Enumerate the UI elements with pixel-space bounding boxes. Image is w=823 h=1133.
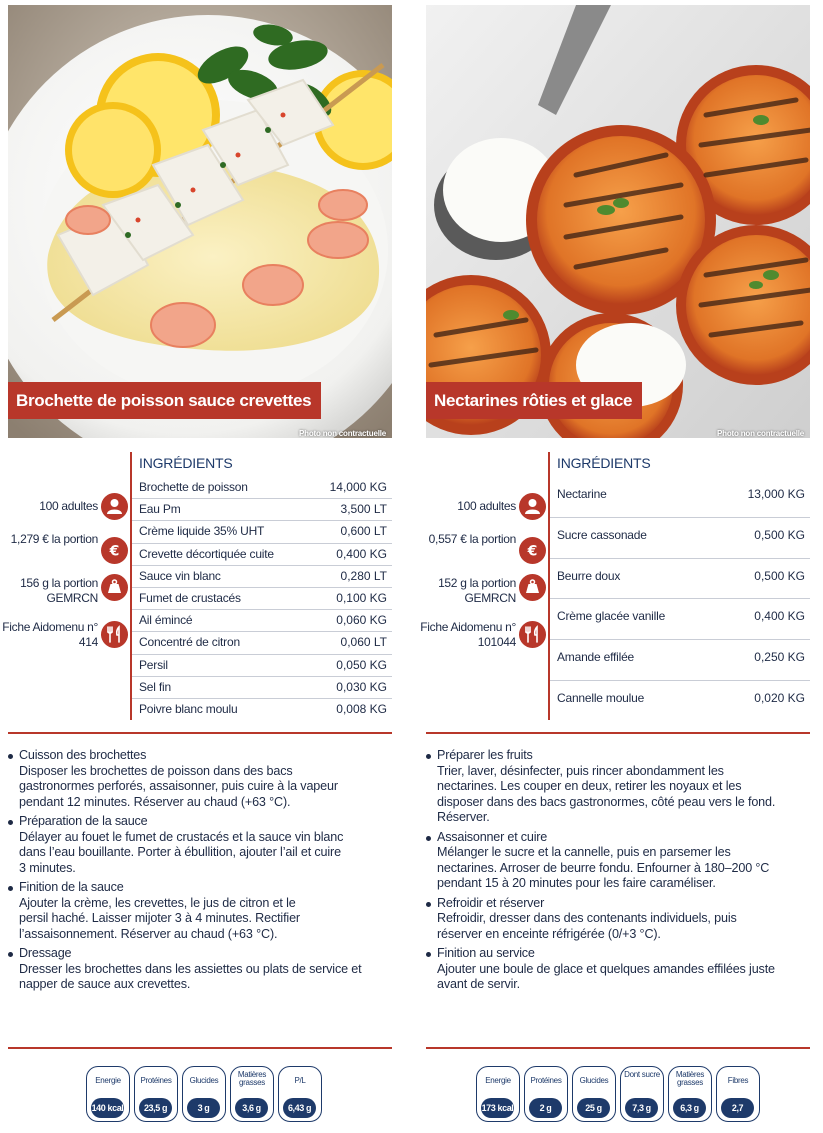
bullet-icon	[8, 886, 13, 891]
weight-text: 152 g la portion GEMRCN	[438, 576, 516, 605]
nutrition-label: Energie	[485, 1076, 511, 1085]
svg-text:€: €	[527, 543, 538, 560]
photo-disclaimer: Photo non contractuelle	[717, 429, 804, 438]
recipe-card-brochette	[2, 0, 392, 1133]
ingredient-row	[550, 599, 810, 640]
nutrition-value: 23,5 g	[139, 1098, 172, 1118]
step-text-line: avant de servir.	[437, 977, 521, 991]
bullet-icon	[426, 754, 431, 759]
ingredient-quantity: 0,600 LT	[340, 524, 387, 539]
ingredient-row	[132, 699, 392, 721]
ingredient-row	[550, 477, 810, 518]
step-text-line: nectarines. Les couper en deux, retirer les noyaux et les	[437, 779, 742, 793]
step-title: Refroidir et réserver	[437, 895, 545, 910]
recipe-photo	[426, 5, 810, 438]
recipe-steps	[8, 748, 392, 997]
nutrition-value: 6,3 g	[673, 1098, 706, 1118]
ingredient-quantity: 0,100 KG	[336, 590, 387, 605]
recipe-steps	[426, 748, 810, 997]
step-text-line: nectarines. Arroser de beurre fondu. Enfourner à 180–200 °C	[437, 860, 770, 875]
step-text-line: réserver en enceinte réfrigérée (0/+3 °C).	[437, 926, 661, 941]
nutrition-value: 25 g	[577, 1098, 610, 1118]
ingredient-quantity: 3,500 LT	[340, 502, 387, 517]
bullet-icon	[8, 754, 13, 759]
recipe-photo	[8, 5, 392, 438]
step-item	[426, 830, 810, 892]
ingredients-title: INGRÉDIENTS	[557, 455, 651, 471]
ingredient-row	[132, 677, 392, 699]
nutrition-value: 2 g	[529, 1098, 562, 1118]
nutrition-badge	[524, 1066, 568, 1122]
step-text-line: napper de sauce aux crevettes.	[19, 977, 191, 991]
ingredient-name: Ail émincé	[139, 613, 193, 628]
ingredient-quantity: 0,050 KG	[336, 657, 387, 672]
recipe-title: Nectarines rôties et glace	[426, 382, 642, 419]
info-servings	[424, 492, 546, 532]
cutlery-icon	[101, 621, 128, 648]
step-text-line: Réserver.	[437, 810, 490, 824]
recipe-card-nectarines	[420, 0, 810, 1133]
ingredient-name: Crème liquide 35% UHT	[139, 524, 265, 539]
ingredient-name: Sauce vin blanc	[139, 568, 221, 583]
ingredient-quantity: 14,000 KG	[329, 480, 387, 494]
section-rule	[8, 732, 392, 734]
ingredient-quantity: 0,008 KG	[336, 701, 387, 716]
cost-text	[416, 532, 516, 547]
step-text-line: pendant 12 minutes. Réserver au chaud (+63 °C).	[19, 794, 291, 809]
nutrition-label: Protéines	[140, 1076, 172, 1085]
step-text-line: Délayer au fouet le fumet de crustacés et la sauce vin blanc	[19, 829, 344, 844]
bullet-icon	[8, 820, 13, 825]
step-text-line: gastronormes perforés, assaisonner, puis cuire à la vapeur	[19, 779, 338, 793]
ingredient-quantity: 0,060 LT	[340, 635, 387, 650]
nutrition-label: Glucides	[189, 1076, 219, 1085]
ingredient-row	[132, 566, 392, 588]
ingredient-name: Concentré de citron	[139, 635, 240, 650]
step-item	[8, 814, 392, 876]
nutrition-value: 3,6 g	[235, 1098, 268, 1118]
section-rule	[8, 1047, 392, 1049]
ingredient-row	[132, 610, 392, 632]
ingredient-quantity: 0,500 KG	[754, 527, 805, 542]
step-text-line: dans l’eau bouillante. Porter à ébullition, ajouter l’ail et cuire	[19, 845, 341, 859]
nutrition-facts	[86, 1066, 326, 1124]
ingredient-row	[550, 559, 810, 600]
step-text-line: l’assaisonnement. Réserver au chaud (+63 °C).	[19, 926, 278, 941]
ingredient-name: Nectarine	[557, 487, 607, 501]
nutrition-badge	[278, 1066, 322, 1122]
ingredient-quantity: 0,400 KG	[336, 546, 387, 561]
servings-text: 100 adultes	[457, 499, 516, 513]
info-servings	[6, 492, 128, 532]
person-icon	[519, 493, 546, 520]
nutrition-facts	[476, 1066, 766, 1124]
step-text-line: Ajouter la crème, les crevettes, le jus de citron et le	[19, 895, 296, 910]
ingredient-name: Poivre blanc moulu	[139, 701, 238, 716]
ingredient-quantity: 0,500 KG	[754, 568, 805, 583]
step-text-line: Mélanger le sucre et la cannelle, puis en parsemer les	[437, 845, 731, 859]
ingredient-row	[550, 518, 810, 559]
euro-icon	[519, 537, 546, 564]
ingredient-quantity: 0,280 LT	[340, 568, 387, 583]
nutrition-label: Fibres	[727, 1076, 749, 1085]
section-rule	[426, 732, 810, 734]
step-text-line: Ajouter une boule de glace et quelques amandes effilées juste	[437, 961, 775, 976]
info-sheet	[420, 620, 546, 660]
step-text-line: Refroidir, dresser dans des contenants individuels, puis	[437, 911, 737, 925]
nutrition-label: Matières grasses	[675, 1070, 705, 1087]
info-weight	[6, 576, 128, 616]
step-item	[8, 946, 392, 993]
step-item	[426, 946, 810, 993]
step-title: Cuisson des brochettes	[19, 748, 147, 762]
nutrition-value: 6,43 g	[283, 1098, 316, 1118]
step-title: Finition de la sauce	[19, 880, 124, 894]
nutrition-value: 2,7	[721, 1098, 754, 1118]
bullet-icon	[426, 902, 431, 907]
ingredient-name: Fumet de crustacés	[139, 590, 241, 605]
nectarines-photo	[426, 5, 810, 438]
ingredient-row	[132, 477, 392, 499]
ingredients-title: INGRÉDIENTS	[139, 455, 233, 471]
ingredient-name: Sucre cassonade	[557, 527, 647, 542]
ingredients-list	[132, 477, 392, 721]
ingredient-quantity: 0,250 KG	[754, 650, 805, 665]
step-title: Préparation de la sauce	[19, 814, 148, 828]
ingredient-row	[550, 681, 810, 722]
info-cost	[424, 532, 546, 572]
info-cost	[6, 532, 128, 572]
nutrition-badge	[668, 1066, 712, 1122]
bullet-icon	[426, 836, 431, 841]
step-title: Assaisonner et cuire	[437, 829, 548, 844]
scale-icon	[101, 574, 128, 601]
ingredient-name: Beurre doux	[557, 568, 621, 583]
nutrition-badge	[716, 1066, 760, 1122]
step-title: Finition au service	[437, 946, 535, 960]
nutrition-label: Glucides	[579, 1076, 609, 1085]
cost-value: 1,279 € la portion	[10, 532, 98, 546]
info-weight	[424, 576, 546, 616]
recipe-title: Brochette de poisson sauce crevettes	[8, 382, 321, 419]
ingredient-quantity: 0,400 KG	[754, 609, 805, 624]
ingredient-quantity: 0,020 KG	[754, 690, 805, 705]
sheet-text: Fiche Aidomenu n° 414	[2, 620, 98, 649]
ingredient-quantity: 13,000 KG	[747, 487, 805, 501]
person-icon	[101, 493, 128, 520]
nutrition-badge	[620, 1066, 664, 1122]
step-item	[8, 880, 392, 942]
ingredient-row	[132, 632, 392, 654]
nutrition-badge	[182, 1066, 226, 1122]
nutrition-label: Energie	[95, 1076, 121, 1085]
ingredient-name: Eau Pm	[139, 502, 181, 517]
bullet-icon	[426, 952, 431, 957]
section-rule	[426, 1047, 810, 1049]
svg-text:€: €	[109, 543, 120, 560]
weight-text: 156 g la portion GEMRCN	[20, 576, 98, 605]
nutrition-value: 3 g	[187, 1098, 220, 1118]
nutrition-label: P/L	[294, 1076, 306, 1085]
ingredient-row	[132, 544, 392, 566]
nutrition-value: 173 kcal	[481, 1098, 514, 1118]
step-item	[8, 748, 392, 810]
bullet-icon	[8, 952, 13, 957]
step-title: Préparer les fruits	[437, 748, 533, 762]
nutrition-value: 140 kcal	[91, 1098, 124, 1118]
cost-value: 0,557 € la portion	[428, 532, 516, 546]
cutlery-icon	[519, 621, 546, 648]
ingredient-name: Crevette décortiquée cuite	[139, 546, 274, 561]
euro-icon	[101, 537, 128, 564]
ingredient-name: Persil	[139, 657, 168, 672]
nutrition-value: 7,3 g	[625, 1098, 658, 1118]
servings-text: 100 adultes	[39, 499, 98, 513]
step-text-line: 3 minutes.	[19, 860, 76, 875]
ingredient-quantity: 0,030 KG	[336, 679, 387, 694]
step-text-line: Disposer les brochettes de poisson dans des bacs	[19, 763, 293, 778]
ingredient-row	[550, 640, 810, 681]
nutrition-badge	[86, 1066, 130, 1122]
step-item	[426, 748, 810, 826]
nutrition-badge	[572, 1066, 616, 1122]
ingredient-name: Amande effilée	[557, 650, 635, 665]
ingredients-list	[550, 477, 810, 722]
nutrition-label: Dont sucre	[624, 1070, 660, 1079]
ingredient-name: Sel fin	[139, 679, 171, 694]
step-text-line: Trier, laver, désinfecter, puis rincer abondamment les	[437, 763, 724, 778]
sheet-text: Fiche Aidomenu n° 101044	[420, 620, 516, 649]
nutrition-label: Protéines	[530, 1076, 562, 1085]
scale-icon	[519, 574, 546, 601]
ingredient-name: Brochette de poisson	[139, 480, 248, 494]
nutrition-badge	[476, 1066, 520, 1122]
info-sheet	[2, 620, 128, 660]
step-text-line: pendant 15 à 20 minutes pour les faire caraméliser.	[437, 876, 716, 890]
step-item	[426, 896, 810, 943]
ingredient-quantity: 0,060 KG	[336, 613, 387, 628]
ingredient-row	[132, 588, 392, 610]
fish-skewer-photo	[8, 5, 392, 438]
nutrition-label: Matières grasses	[237, 1070, 267, 1087]
ingredient-name: Cannelle moulue	[557, 690, 645, 705]
nutrition-badge	[134, 1066, 178, 1122]
photo-disclaimer: Photo non contractuelle	[299, 429, 386, 438]
ingredient-name: Crème glacée vanille	[557, 609, 666, 624]
step-text-line: Dresser les brochettes dans les assiettes ou plats de service et	[19, 961, 362, 976]
ingredient-row	[132, 655, 392, 677]
step-title: Dressage	[19, 946, 72, 960]
ingredient-row	[132, 521, 392, 543]
step-text-line: disposer dans des bacs gastronormes, côté peau vers le fond.	[437, 794, 776, 809]
step-text-line: persil haché. Laisser mijoter 3 à 4 minutes. Rectifier	[19, 911, 300, 925]
cost-text	[0, 532, 98, 547]
nutrition-badge	[230, 1066, 274, 1122]
ingredient-row	[132, 499, 392, 521]
